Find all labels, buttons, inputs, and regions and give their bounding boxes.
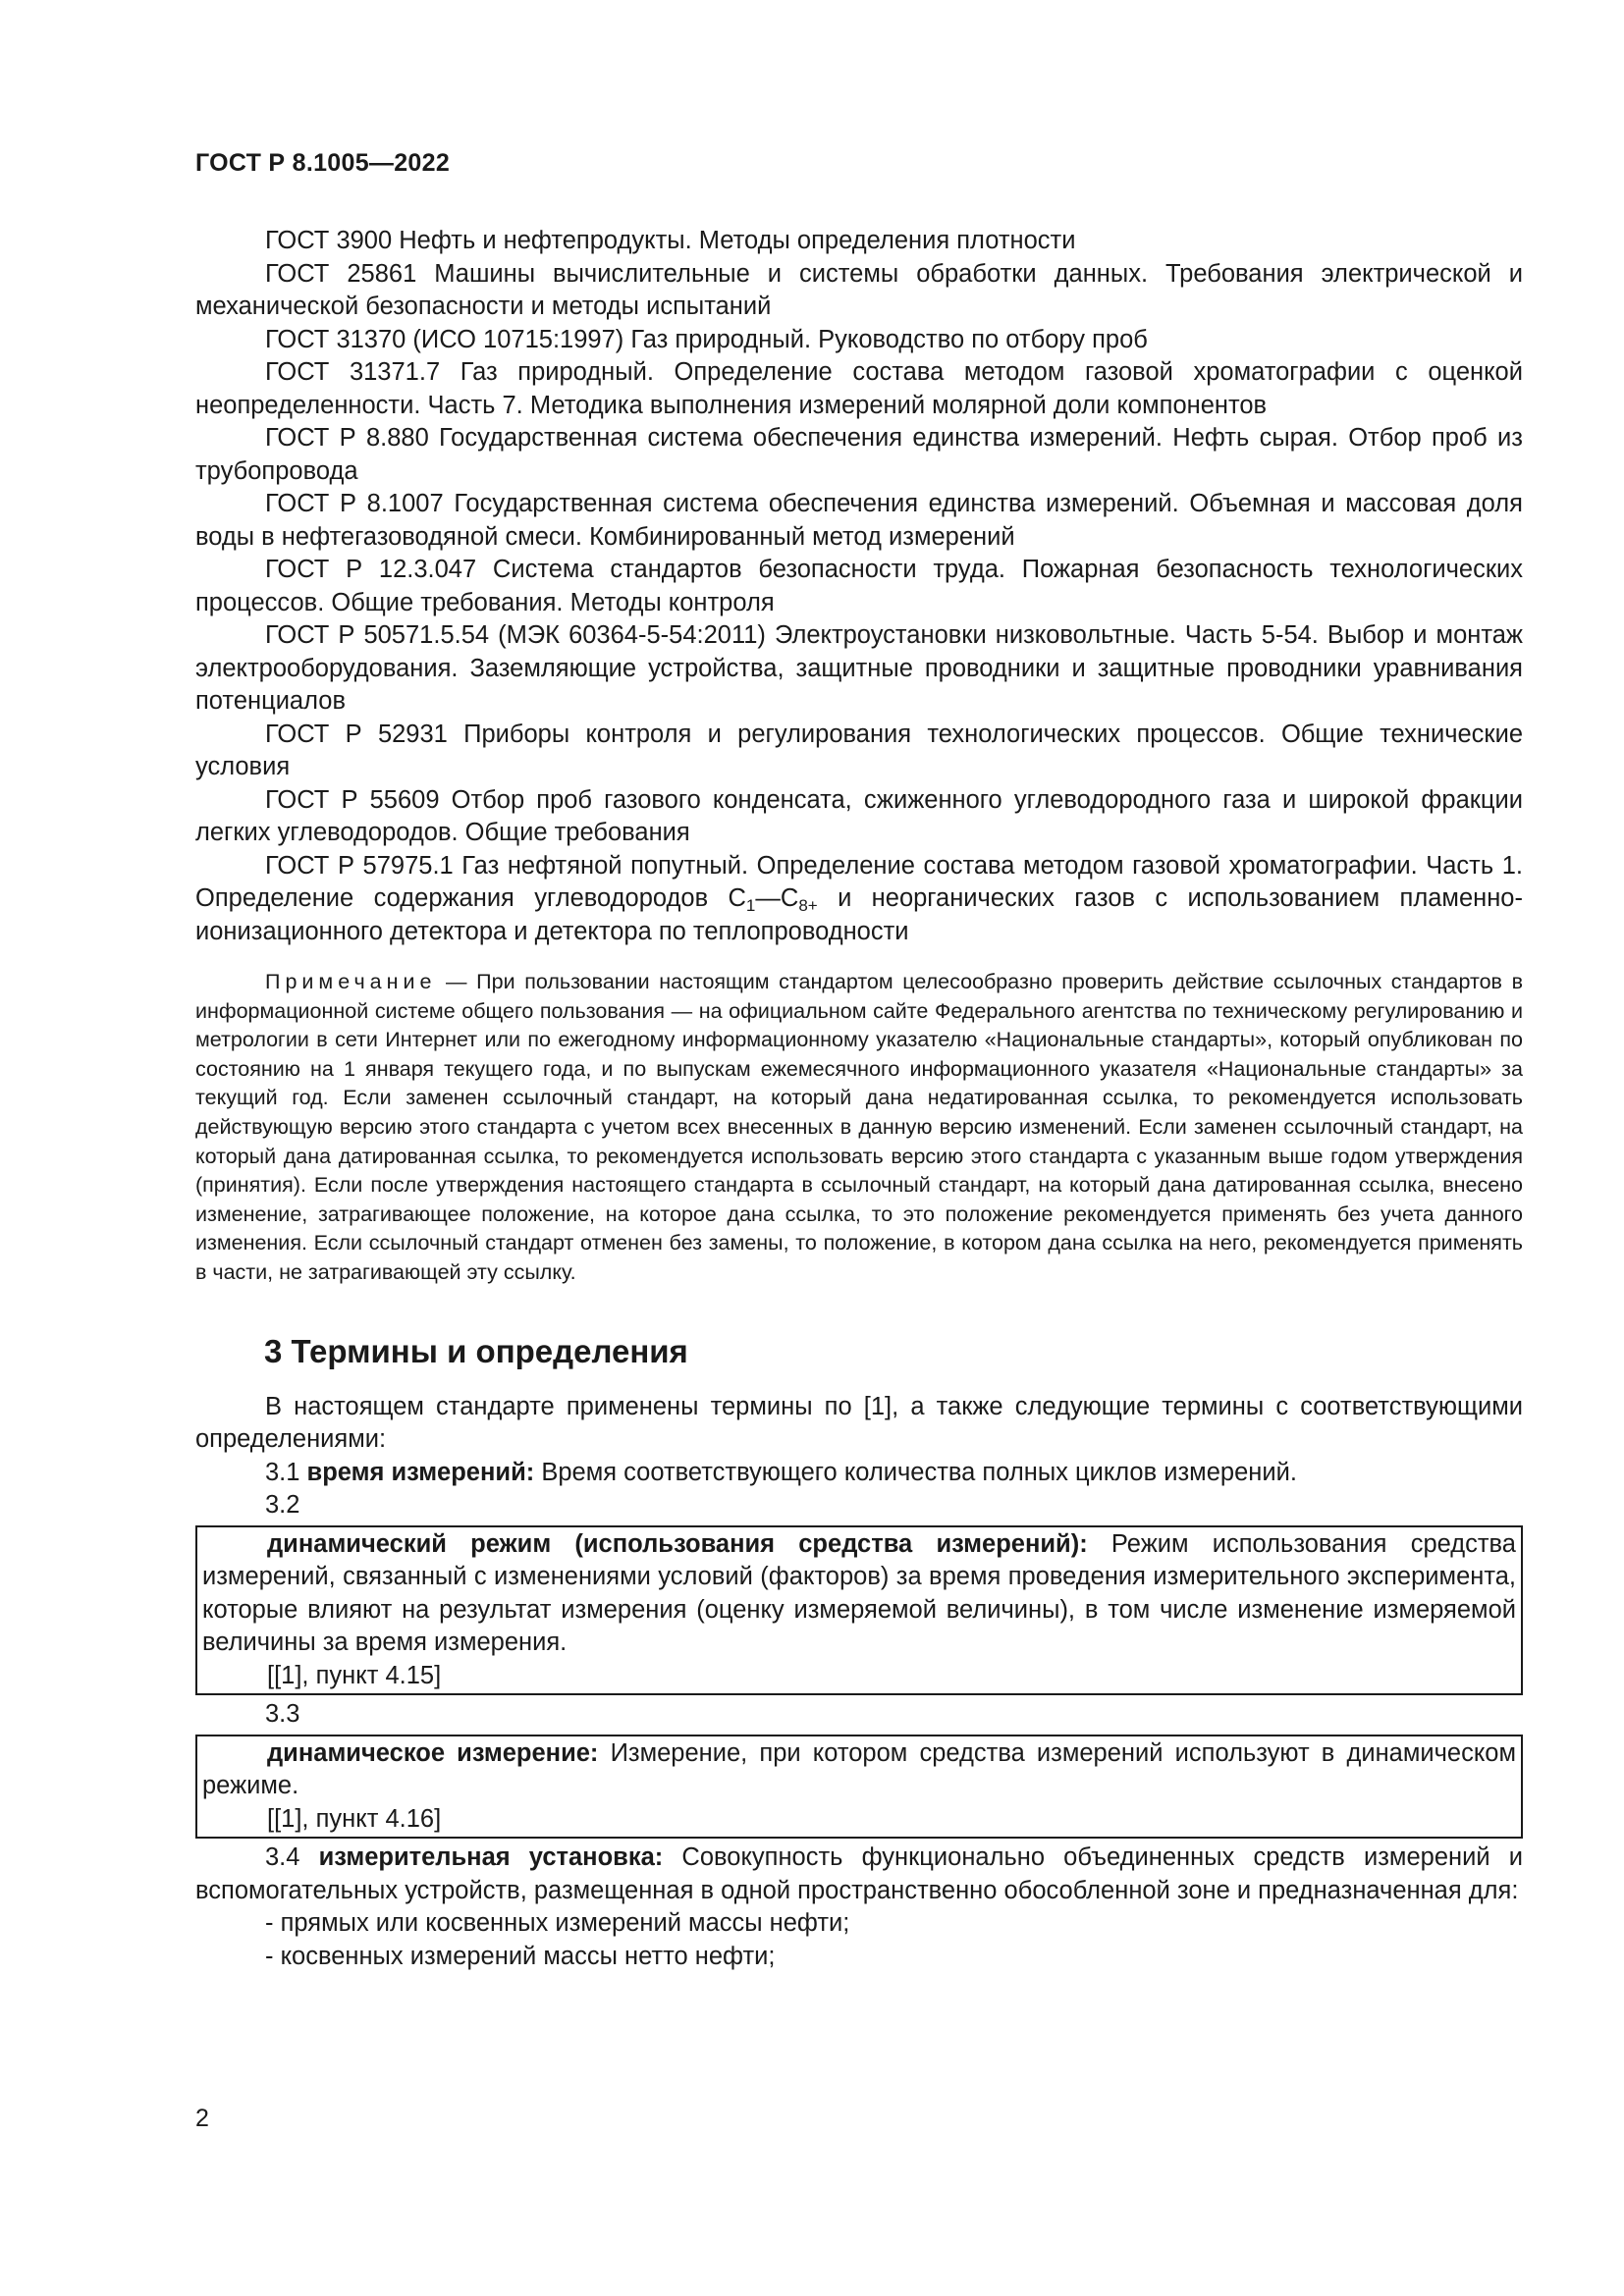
term-number: 3.3 xyxy=(265,1700,300,1729)
document-header: ГОСТ Р 8.1005—2022 xyxy=(195,149,451,177)
reference-item: ГОСТ Р 50571.5.54 (МЭК 60364-5-54:2011) Электроустановки низковольтные. Часть 5-54. Выбор и монтаж электрооборудования. Заземляющие устройства, защитные проводники и защитные проводники уравнивания потенциалов xyxy=(195,621,1523,715)
reference-item: ГОСТ 31370 (ИСО 10715:1997) Газ природный. Руководство по отбору проб xyxy=(265,325,1148,353)
normative-references xyxy=(195,225,1523,948)
reference-text-part: —C xyxy=(755,884,799,912)
reference-item: ГОСТ Р 52931 Приборы контроля и регулирования технологических процессов. Общие технические условия xyxy=(195,720,1523,780)
term-entry xyxy=(202,1528,1516,1660)
term-entry xyxy=(195,1842,1523,1907)
document-body xyxy=(195,225,1523,1973)
section-title: 3 Термины и определения xyxy=(264,1332,688,1369)
term-number: 3.2 xyxy=(265,1491,300,1520)
term-entry xyxy=(202,1737,1516,1803)
list-item: - прямых или косвенных измерений массы нефти; xyxy=(265,1909,850,1938)
term-box xyxy=(195,1525,1523,1696)
reference-item-last xyxy=(195,850,1523,949)
term-box xyxy=(195,1735,1523,1840)
reference-item: ГОСТ Р 12.3.047 Система стандартов безопасности труда. Пожарная безопасность технологических процессов. Общие требования. Методы контроля xyxy=(195,556,1523,616)
term-definition: Режим использования средства измерений, связанный с изменениями условий (факторов) за время проведения измерительного эксперимента, которые влияют на результат измерения (оценку измеряемой величины), в том числе изменение измеряемой величины за время измерения. xyxy=(202,1529,1516,1657)
reference-item: ГОСТ 31371.7 Газ природный. Определение состава методом газовой хроматографии с оценкой неопределенности. Часть 7. Методика выполнения измерений молярной доли компонентов xyxy=(195,358,1523,419)
term-source: [[1], пункт 4.15] xyxy=(267,1661,442,1689)
reference-item: ГОСТ Р 8.880 Государственная система обеспечения единства измерений. Нефть сырая. Отбор проб из трубопровода xyxy=(195,424,1523,485)
term-number: 3.1 xyxy=(265,1458,307,1486)
term-name: динамический режим (использования средства измерений): xyxy=(267,1529,1088,1558)
reference-text-part: ГОСТ Р 57975.1 Газ нефтяной попутный. Определение состава методом газовой хроматографии. Часть 1. Определение содержания углеводородов C xyxy=(195,851,1523,912)
list-item: - косвенных измерений массы нетто нефти; xyxy=(265,1942,776,1970)
term-entry xyxy=(195,1457,1523,1490)
page-number: 2 xyxy=(195,2105,209,2132)
reference-item: ГОСТ Р 55609 Отбор проб газового конденсата, сжиженного углеводородного газа и широкой фракции легких углеводородов. Общие требования xyxy=(195,785,1523,846)
term-source: [[1], пункт 4.16] xyxy=(267,1804,442,1833)
term-name: время измерений: xyxy=(306,1458,535,1486)
term-name: динамическое измерение: xyxy=(267,1738,599,1767)
subscript: 1 xyxy=(745,896,756,915)
reference-text-part: и неорганических газов с использованием пламенно-ионизационного детектора и детектора по теплопроводности xyxy=(195,884,1523,945)
note-paragraph xyxy=(195,968,1523,1288)
term-definition: Время соответствующего количества полных циклов измерений. xyxy=(534,1458,1297,1486)
reference-item: ГОСТ Р 8.1007 Государственная система обеспечения единства измерений. Объемная и массовая доля воды в нефтегазоводяной смеси. Комбинированный метод измерений xyxy=(195,490,1523,551)
term-definition: Совокупность функционально объединенных средств измерений и вспомогательных устройств, размещенная в одной пространственно обособленной зоне и предназначенная для: xyxy=(195,1843,1523,1904)
term-number: 3.4 xyxy=(265,1843,319,1872)
note-text: — При пользовании настоящим стандартом целесообразно проверить действие ссылочных стандартов в информационной системе общего пользования — на официальном сайте Федерального агентства по техническому регулированию и метрологии в сети Интернет или по ежегодному информационному указателю «Национальные стандарты», который опубликован по состоянию на 1 января текущего года, и по выпускам ежемесячного информационного указателя «Национальные стандарты» за текущий год. Если заменен ссылочный стандарт, на который дана недатированная ссылка, то рекомендуется использовать действующую версию этого стандарта с учетом всех внесенных в данную версию изменений. Если заменен ссылочный стандарт, на который дана датированная ссылка, то рекомендуется использовать версию этого стандарта с указанным выше годом утверждения (принятия). Если после утверждения настоящего стандарта в ссылочный стандарт, на который дана датированная ссылка, внесено изменение, затрагивающее положение, на которое дана ссылка, то это положение рекомендуется применять без учета данного изменения. Если ссылочный стандарт отменен без замены, то положение, в котором дана ссылка на него, рекомендуется применять в части, не затрагивающей эту ссылку. xyxy=(195,970,1523,1284)
term-name: измерительная установка: xyxy=(318,1843,664,1872)
reference-item: ГОСТ 3900 Нефть и нефтепродукты. Методы определения плотности xyxy=(265,227,1076,254)
subscript: 8+ xyxy=(798,896,818,915)
note-label: Примечание xyxy=(265,970,437,993)
section-intro: В настоящем стандарте применены термины по [1], а также следующие термины с соответствующими определениями: xyxy=(195,1392,1523,1454)
term-definition: Измерение, при котором средства измерений используют в динамическом режиме. xyxy=(202,1738,1517,1800)
reference-item: ГОСТ 25861 Машины вычислительные и системы обработки данных. Требования электрической и механической безопасности и методы испытаний xyxy=(195,259,1523,320)
